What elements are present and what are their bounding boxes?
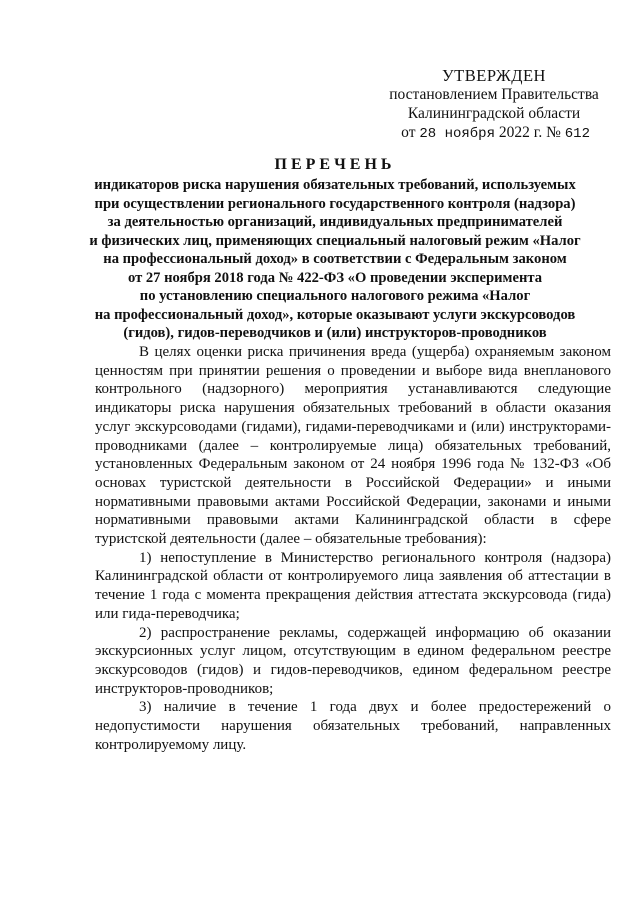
- approval-date-value: 28 ноября: [419, 126, 495, 142]
- title-line: (гидов), гидов-переводчиков и (или) инструкторов-проводников: [123, 325, 547, 341]
- title-line: по установлению специального налогового режима «Налог: [139, 288, 531, 304]
- approval-stamp-block: [384, 66, 604, 144]
- title-line: на профессиональный доход» в соответствии с Федеральным законом: [103, 251, 567, 267]
- approval-number-value: 612: [564, 126, 590, 142]
- approval-title: УТВЕРЖДЕН: [442, 66, 546, 85]
- document-title-block: [70, 156, 600, 343]
- title-line: при осуществлении регионального государственного контроля (надзора): [94, 195, 576, 212]
- approval-line-1: постановлением Правительства: [389, 86, 599, 103]
- title-line: от 27 ноября 2018 года № 422-ФЗ «О проведении эксперимента: [127, 269, 543, 286]
- list-item-3: 3) наличие в течение 1 года двух и более предостережений о недопустимости нарушения обязательных требований, направленных контролируемому лицу.: [95, 699, 611, 753]
- approval-date-prefix: от: [401, 124, 416, 141]
- title-line: на профессиональный доход», которые оказывают услуги экскурсоводов: [94, 306, 576, 323]
- title-line: индикаторов риска нарушения обязательных требований, используемых: [94, 177, 576, 193]
- approval-year: 2022 г.: [498, 124, 543, 141]
- title-line: и физических лиц, применяющих специальный налоговый режим «Налог: [89, 232, 581, 249]
- approval-number-sign: №: [546, 124, 561, 141]
- document-heading: ПЕРЕЧЕНЬ: [274, 156, 396, 173]
- list-item-1: 1) непоступление в Министерство регионального контроля (надзора) Калининградской области от контролируемого лица заявления об аттестации в течение 1 года с момента прекращения действия аттестата экскурсовода (гида) или гида-переводчика;: [95, 549, 611, 622]
- document-body: [95, 343, 611, 754]
- approval-date-line: [384, 123, 604, 144]
- list-item-2: 2) распространение рекламы, содержащей информацию об оказании экскурсионных услуг лицом, отсутствующим в едином федеральном реестре экскурсоводов (гидов) и гидов-переводчиков, едином федеральном реестре инструкторов-проводников;: [95, 624, 611, 697]
- title-line: за деятельностью организаций, индивидуальных предпринимателей: [107, 214, 563, 230]
- approval-line-2: Калининградской области: [407, 105, 581, 122]
- intro-paragraph: В целях оценки риска причинения вреда (ущерба) охраняемым законом ценностям при принятии решения о проведении и выборе вида внепланового контрольного (надзорного) мероприятия устанавливаются следующие индикаторы риска нарушения обязательных требований в области оказания услуг экскурсоводами (гидами), гидами-переводчиками и (или) инструкторами-проводниками (далее – контролируемые лица) обязательных требований, установленных Федеральным законом от 24 ноября 1996 года № 132-ФЗ «Об основах туристской деятельности в Российской Федерации» и иными нормативными правовыми актами Российской Федерации, законами и иными нормативными правовыми актами Калининградской области в сфере туристской деятельности (далее – обязательные требования):: [95, 344, 611, 548]
